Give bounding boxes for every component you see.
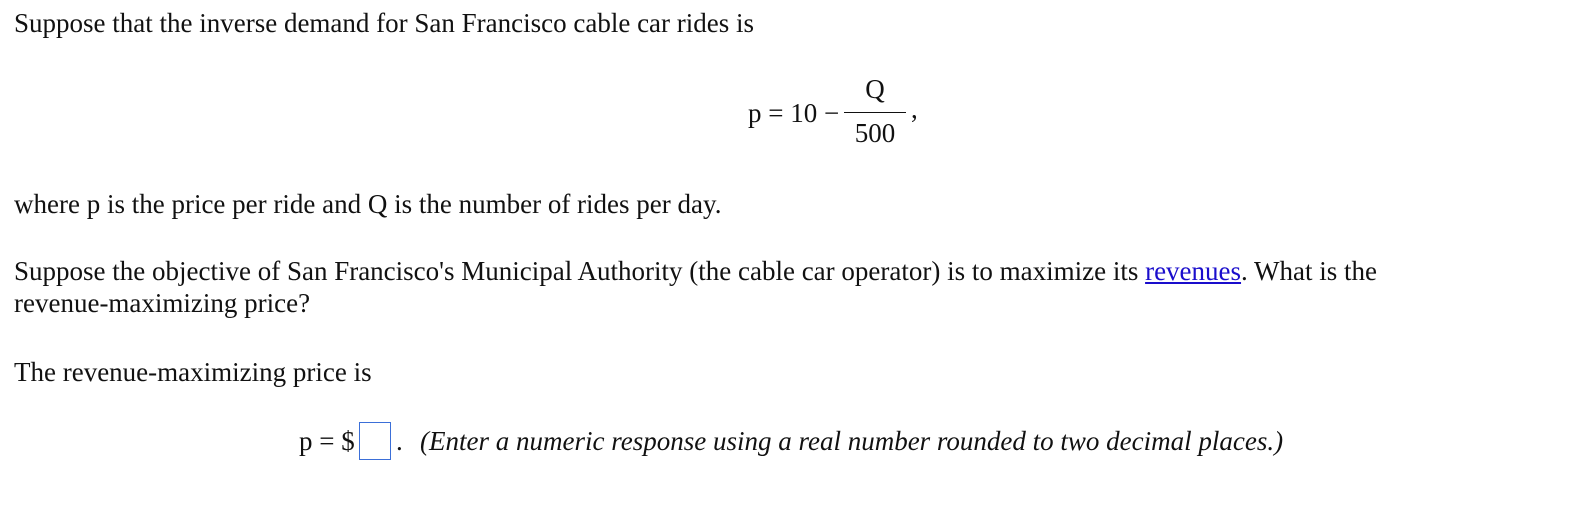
question-text-tail: . What is the	[1241, 256, 1378, 286]
fraction-bar	[844, 112, 906, 113]
question-line-2: revenue-maximizing price?	[14, 288, 311, 318]
answer-period: .	[396, 426, 403, 456]
answer-hint: (Enter a numeric response using a real number rounded to two decimal places.)	[420, 426, 1284, 456]
price-answer-input[interactable]	[359, 422, 391, 460]
question-text: Suppose the objective of San Francisco's Municipal Authority (the cable car operator) is to maximize its	[14, 256, 1146, 286]
revenues-link[interactable]: revenues	[1145, 256, 1242, 286]
equation-lhs: p = 10 −	[748, 98, 840, 128]
intro-text: Suppose that the inverse demand for San Francisco cable car rides is	[14, 8, 755, 38]
answer-label: p = $	[299, 426, 355, 456]
equation-fraction	[842, 72, 908, 150]
answer-intro-text: The revenue-maximizing price is	[14, 357, 372, 387]
equation-comma: ,	[911, 94, 918, 124]
definition-text: where p is the price per ride and Q is the number of rides per day.	[14, 189, 722, 219]
question-line-1	[14, 254, 1377, 288]
fraction-denominator: 500	[854, 118, 896, 148]
fraction-numerator: Q	[865, 74, 885, 104]
